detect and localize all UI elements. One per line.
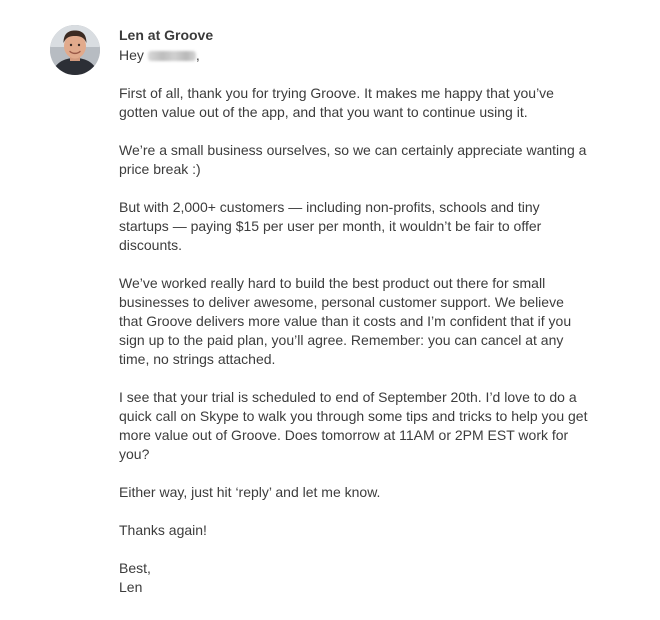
redacted-recipient-name: [148, 51, 196, 61]
paragraph: We’ve worked really hard to build the best product out there for small businesses to deliver awesome, personal customer support. We believe that Groove delivers more value than it costs and I’m confident that if you sign up to the paid plan, you’ll agree. Remember: you can cancel at any time, no strings attached.: [119, 275, 572, 367]
greeting-line: [119, 46, 589, 65]
paragraph: But with 2,000+ customers — including non-profits, schools and tiny startups — paying $15 per user per month, it wouldn’t be fair to offer discounts.: [119, 199, 542, 253]
paragraph: Thanks again!: [119, 522, 207, 538]
signoff-closing: Best,: [119, 560, 151, 576]
greeting-suffix: ,: [195, 47, 200, 63]
message-body: [119, 26, 589, 597]
paragraph: First of all, thank you for trying Groove. It makes me happy that you’ve gotten value out of the app, and that you want to continue using it.: [119, 85, 554, 120]
signoff-name: Len: [119, 579, 143, 595]
paragraph: Either way, just hit ‘reply’ and let me know.: [119, 484, 381, 500]
signoff: [119, 559, 589, 597]
avatar[interactable]: [50, 25, 100, 75]
paragraph: We’re a small business ourselves, so we can certainly appreciate wanting a price break :): [119, 142, 587, 177]
greeting-prefix: Hey: [119, 47, 144, 63]
sender-name: Len at Groove: [119, 27, 214, 43]
avatar-photo: [50, 25, 100, 75]
paragraph: I see that your trial is scheduled to end of September 20th. I’d love to do a quick call on Skype to walk you through some tips and tricks to help you get more value out of Groove. Does tomorrow at 11AM or 2PM EST work for you?: [119, 389, 588, 462]
